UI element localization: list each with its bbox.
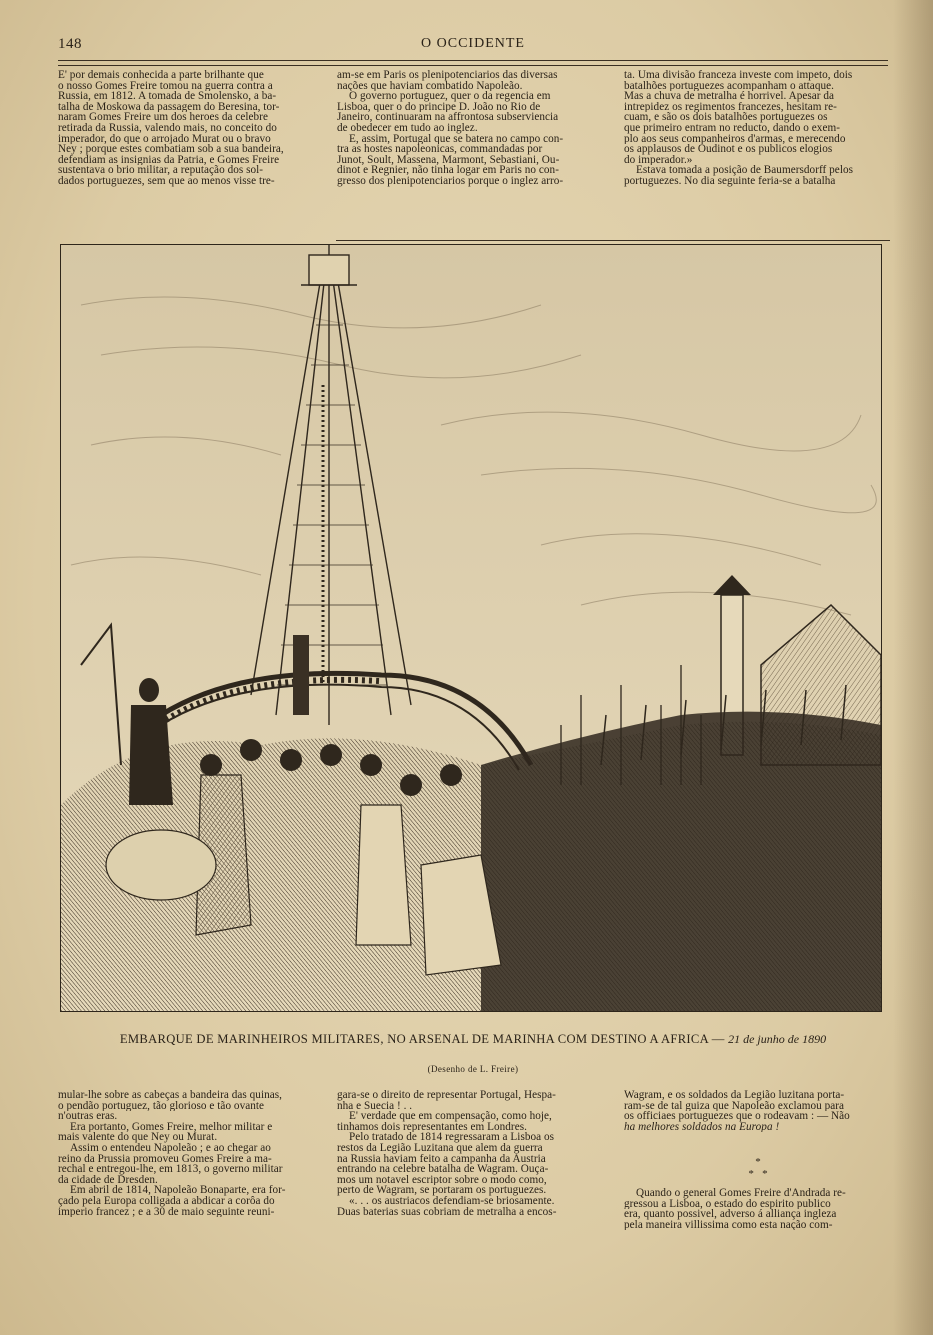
text-line: Ney ; porque estes combatiam sob a sua bandeira,: [58, 144, 284, 155]
text-line: O governo portuguez, quer o da regencia em: [349, 91, 551, 102]
text-line: de obedecer em tudo ao inglez.: [337, 122, 478, 134]
text-line: çado pela Europa colligada a abdicar a corôa do: [58, 1195, 275, 1207]
text-line: retirada da Russia, valendo mais, no conceito do: [58, 122, 277, 134]
running-title: O OCCIDENTE: [421, 36, 525, 51]
text-line: Em abril de 1814, Napoleão Bonaparte, era for-: [70, 1185, 286, 1196]
page-number: 148: [58, 36, 82, 52]
caption-date: 21 de junho de 1890: [728, 1032, 827, 1046]
text-line: intrepidez os regimentos francezes, hesitam re-: [624, 101, 837, 113]
text-line: gresso dos plenipotenciarios porque o inglez arro-: [337, 175, 564, 187]
text-line: portuguezes. No dia seguinte feria-se a batalha: [624, 175, 836, 187]
text-line: mos um notavel escriptor sobre o modo como,: [337, 1174, 547, 1186]
text-line: am-se em Paris os plenipotenciarios das diversas: [337, 70, 558, 81]
text-line: entrando na celebre batalha de Wagram. Ouça-: [337, 1164, 549, 1175]
text-line: imperador, do que o arrojado Murat ou o bravo: [58, 133, 271, 145]
text-line: naram Gomes Freire um dos heroes da celebre: [58, 112, 268, 123]
text-line: n'outras eras.: [58, 1111, 118, 1122]
text-line: na Russia haviam feito a campanha da Austria: [337, 1153, 546, 1165]
text-line: Lisboa, quer o do principe D. João no Rio de: [337, 101, 541, 113]
text-line: defendiam as insignias da Patria, e Gomes Freire: [58, 154, 280, 166]
text-line: plo aos seus companheiros d'armas, e merecendo: [624, 133, 846, 145]
text-line: o nosso Gomes Freire tomou na guerra contra a: [58, 80, 273, 92]
text-line: mular-lhe sobre as cabeças a bandeira das quinas,: [58, 1090, 283, 1101]
text-line: batalhões portuguezes acompanham o attaque.: [624, 80, 834, 92]
top-column-2: [337, 70, 612, 187]
text-line: E, assim, Portugal que se batera no campo con-: [349, 133, 564, 145]
text-line: da cidade de Dresden.: [58, 1174, 158, 1186]
text-line: era, quanto possivel, adverso á alliança ingleza: [624, 1209, 837, 1220]
text-line: tinhamos dois representantes em Londres.: [337, 1121, 527, 1133]
bottom-column-3: [624, 1090, 892, 1132]
text-line: Era portanto, Gomes Freire, melhor militar e: [70, 1121, 273, 1133]
bottom-column-3-continued: [624, 1188, 892, 1230]
page-header: [58, 36, 888, 56]
text-line: ha melhores soldados na Europa !: [624, 1121, 780, 1133]
text-line: perto de Wagram, se portaram os portuguezes.: [337, 1185, 547, 1196]
text-line: que primeiro entram no reducto, dando o exem-: [624, 122, 840, 134]
bottom-column-2: [337, 1090, 612, 1217]
text-line: imperio francez ; e a 30 de maio seguinte reuni-: [58, 1206, 275, 1218]
text-line: do imperador.»: [624, 154, 693, 166]
text-line: tra as hostes napoleonicas, commandadas por: [337, 144, 543, 155]
engraving-illustration: [60, 244, 882, 1012]
illustration-caption: [58, 1032, 888, 1047]
text-line: ram-se de tal guiza que Napoleão exclamou para: [624, 1100, 845, 1112]
text-line: Janeiro, continuaram na affrontosa subserviencia: [337, 112, 559, 123]
text-line: nha e Suecia ! . .: [337, 1100, 413, 1112]
text-line: dinot e Regnier, não tinha logar em Paris no con-: [337, 165, 559, 176]
bottom-column-1: [58, 1090, 326, 1217]
text-line: ta. Uma divisão franceza investe com impeto, dois: [624, 70, 853, 81]
text-line: gressou a Lisboa, o estado do espirito publico: [624, 1198, 831, 1210]
asterism-bottom: * *: [748, 1168, 768, 1180]
text-line: Mas a chuva de metralha é horrivel. Apesar da: [624, 91, 835, 102]
text-line: Junot, Soult, Massena, Marmont, Sebastiani, Ou-: [337, 154, 560, 166]
text-line: E' por demais conhecida a parte brilhante que: [58, 70, 264, 81]
caption-title: EMBARQUE DE MARINHEIROS MILITARES, NO ARSENAL DE MARINHA COM DESTINO A AFRICA —: [119, 1032, 725, 1046]
top-column-1: [58, 70, 326, 187]
text-line: Russia, em 1812. A tomada de Smolensko, a ba-: [58, 91, 277, 102]
text-line: mais valente do que Ney ou Murat.: [58, 1132, 218, 1143]
section-asterism: [624, 1156, 892, 1180]
text-line: reino da Prussia promoveu Gomes Freire a ma-: [58, 1153, 272, 1165]
text-line: Pelo tratado de 1814 regressaram a Lisboa os: [349, 1132, 555, 1143]
text-line: cuam, e são os dois batalhões portuguezes os: [624, 112, 828, 123]
text-line: os officiaes portuguezes que o rodeavam : — Não: [624, 1111, 850, 1122]
illustration-credit: (Desenho de L. Freire): [427, 1064, 519, 1074]
text-line: Quando o general Gomes Freire d'Andrada re-: [636, 1188, 846, 1199]
text-line: rechal e entregou-lhe, em 1813, o governo militar: [58, 1164, 283, 1175]
text-line: talha de Moskowa da passagem do Beresina, tor-: [58, 101, 280, 113]
text-line: Duas baterias suas cobriam de metralha a encos-: [337, 1206, 557, 1218]
top-column-3: [624, 70, 892, 187]
text-line: «. . . os austriacos defendiam-se briosamente.: [349, 1195, 555, 1207]
page-edge-shadow: [893, 0, 933, 1335]
text-line: os applausos de Oudinot e os publicos elogios: [624, 144, 833, 155]
text-line: o pendão portuguez, tão glorioso e tão ovante: [58, 1100, 265, 1112]
text-line: pela maneira villissima como esta nação com-: [624, 1219, 833, 1231]
asterism-top: *: [755, 1156, 761, 1168]
text-line: sustentava o brio militar, a reputação dos sol-: [58, 165, 264, 176]
text-line: Estava tomada a posição de Baumersdorff pelos: [636, 165, 854, 176]
harbor-scene-drawing: [61, 245, 881, 1011]
header-rule: [58, 60, 888, 66]
text-line: restos da Legião Luzitana que alem da guerra: [337, 1142, 543, 1154]
text-line: E' verdade que em compensação, como hoje,: [349, 1111, 552, 1122]
text-line: dados portuguezes, sem que ao menos visse tre-: [58, 175, 275, 187]
text-line: Wagram, e os soldados da Legião luzitana porta-: [624, 1090, 845, 1101]
text-line: Assim o entendeu Napoleão ; e ao chegar ao: [70, 1142, 271, 1154]
text-line: nações que haviam combatido Napoleão.: [337, 80, 523, 92]
text-line: gara-se o direito de representar Portugal, Hespa-: [337, 1090, 556, 1101]
illustration-top-rule: [336, 240, 890, 241]
